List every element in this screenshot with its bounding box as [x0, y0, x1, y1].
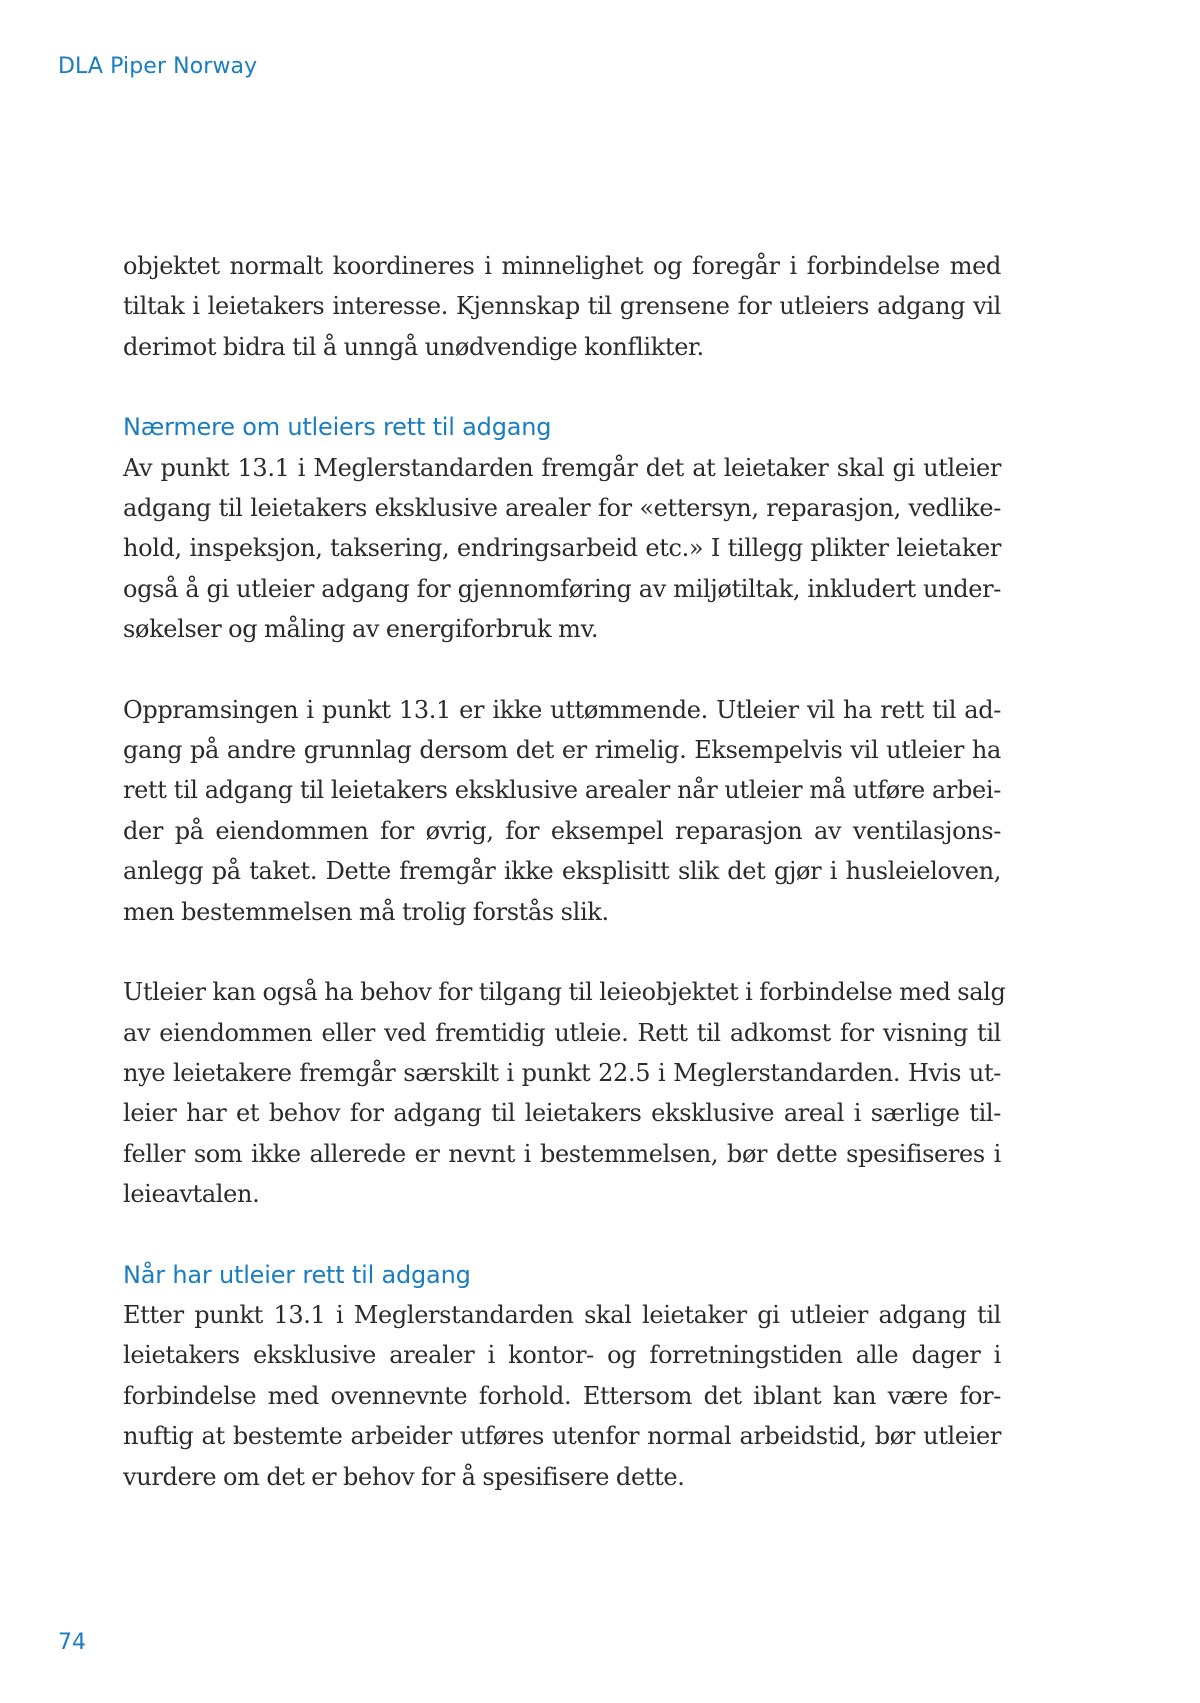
text-line: Utleier kan også ha behov for tilgang til leieobjektet i forbindelse med salg: [123, 978, 1006, 1007]
paragraph: [123, 1295, 1001, 1497]
text-line: leietakers eksklusive arealer i kontor- og forretningstiden alle dager i: [123, 1341, 1001, 1370]
text-line: leieavtalen.: [123, 1180, 260, 1209]
text-line: nye leietakere fremgår særskilt i punkt 22.5 i Meglerstandarden. Hvis ut-: [123, 1058, 1001, 1087]
text-line: feller som ikke allerede er nevnt i bestemmelsen, bør dette spesifiseres i: [123, 1139, 1001, 1168]
text-line: søkelser og måling av energiforbruk mv.: [123, 615, 599, 644]
paragraph: [123, 972, 1006, 1214]
text-line: gang på andre grunnlag dersom det er rimelig. Eksempelvis vil utleier ha: [123, 736, 1001, 765]
text-line: rett til adgang til leietakers eksklusive arealer når utleier må utføre arbei-: [123, 776, 1001, 805]
text-line: derimot bidra til å unngå unødvendige konflikter.: [123, 332, 704, 361]
text-line: Oppramsingen i punkt 13.1 er ikke uttømmende. Utleier vil ha rett til ad-: [123, 695, 1001, 724]
text-line: tiltak i leietakers interesse. Kjennskap til grensene for utleiers adgang vil: [123, 292, 1001, 321]
text-line: vurdere om det er behov for å spesifisere dette.: [123, 1462, 685, 1491]
text-line: men bestemmelsen må trolig forstås slik.: [123, 897, 609, 926]
text-line: av eiendommen eller ved fremtidig utleie. Rett til adkomst for visning til: [123, 1018, 1001, 1047]
text-line: Av punkt 13.1 i Meglerstandarden fremgår det at leietaker skal gi utleier: [123, 453, 1001, 482]
section-heading: Når har utleier rett til adgang: [123, 1260, 471, 1289]
running-header: DLA Piper Norway: [58, 54, 258, 79]
paragraph: [123, 690, 1001, 932]
page-content: [123, 246, 1006, 1497]
paragraph: [123, 448, 1001, 650]
text-line: Etter punkt 13.1 i Meglerstandarden skal leietaker gi utleier adgang til: [123, 1300, 1001, 1329]
page-number: 74: [58, 1630, 86, 1655]
text-line: nuftig at bestemte arbeider utføres utenfor normal arbeidstid, bør utleier: [123, 1422, 1001, 1451]
text-line: forbindelse med ovennevnte forhold. Ettersom det iblant kan være for-: [123, 1381, 1001, 1410]
text-line: leier har et behov for adgang til leietakers eksklusive areal i særlige til-: [123, 1099, 1001, 1128]
text-line: anlegg på taket. Dette fremgår ikke eksplisitt slik det gjør i husleieloven,: [123, 857, 1001, 886]
text-line: også å gi utleier adgang for gjennomføring av miljøtiltak, inkludert under-: [123, 574, 1001, 603]
paragraph: [123, 246, 1001, 367]
text-line: hold, inspeksjon, taksering, endringsarbeid etc.» I tillegg plikter leietaker: [123, 534, 1001, 563]
section-heading: Nærmere om utleiers rett til adgang: [123, 413, 552, 442]
text-line: adgang til leietakers eksklusive arealer for «ettersyn, reparasjon, vedlike-: [123, 494, 1001, 523]
text-line: der på eiendommen for øvrig, for eksempel reparasjon av ventilasjons-: [123, 816, 1001, 845]
text-line: objektet normalt koordineres i minnelighet og foregår i forbindelse med: [123, 252, 1001, 280]
